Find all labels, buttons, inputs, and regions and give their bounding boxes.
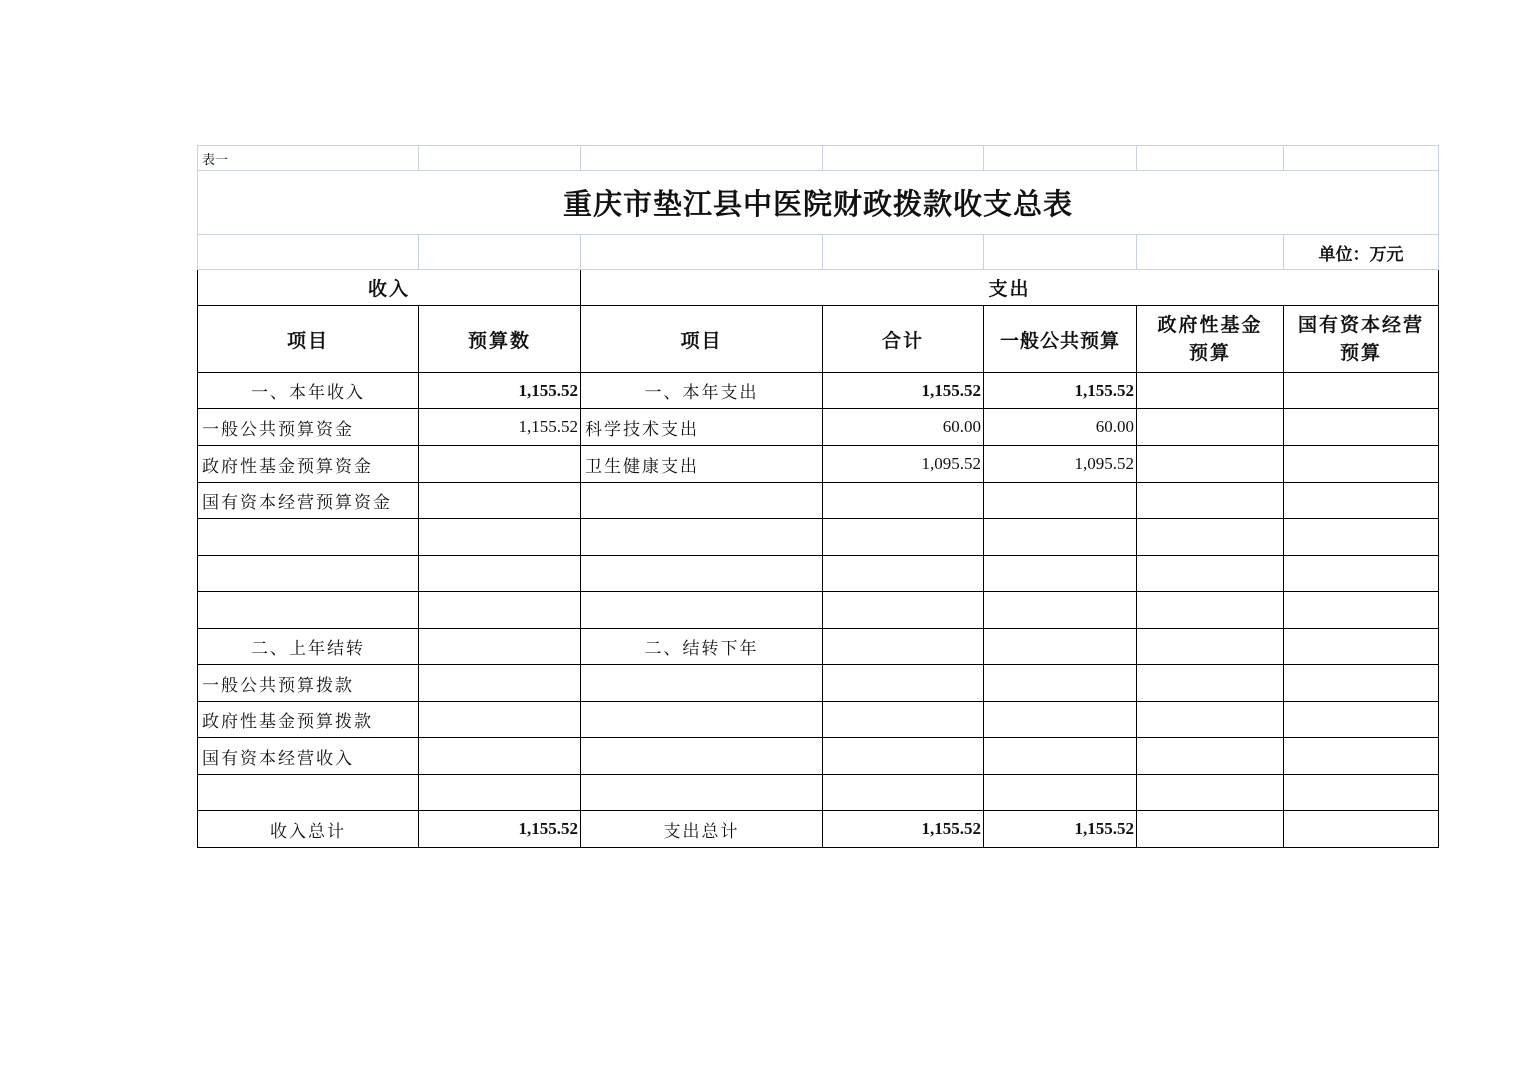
income-budget: [419, 702, 581, 738]
income-group-header: 收入: [198, 270, 581, 306]
expense-general: [984, 702, 1137, 738]
expense-state-capital: [1284, 483, 1439, 519]
income-budget: [419, 665, 581, 702]
expense-state-capital: [1284, 738, 1439, 775]
expense-item: [581, 738, 823, 775]
expense-gov-fund: [1137, 811, 1284, 848]
expense-state-capital: [1284, 629, 1439, 665]
expense-item: 二、结转下年: [581, 629, 823, 665]
expense-total: [823, 775, 984, 811]
unit-label: 单位：万元: [1284, 235, 1439, 270]
table-row: [198, 519, 1439, 556]
expense-general: [984, 556, 1137, 592]
income-budget: [419, 519, 581, 556]
income-budget: [419, 592, 581, 629]
expense-gov-fund: [1137, 738, 1284, 775]
table-tag: 表一: [198, 146, 419, 171]
table-row: [198, 775, 1439, 811]
income-item: [198, 556, 419, 592]
expense-total: [823, 519, 984, 556]
expense-general: [984, 519, 1137, 556]
expense-item: [581, 483, 823, 519]
expense-state-capital: [1284, 446, 1439, 483]
table-row: [198, 409, 1439, 446]
income-budget: 1,155.52: [419, 409, 581, 446]
expense-general: 60.00: [984, 409, 1137, 446]
expense-gov-fund: [1137, 519, 1284, 556]
expense-gov-fund: [1137, 665, 1284, 702]
income-item: 国有资本经营收入: [198, 738, 419, 775]
group-header-row: [198, 270, 1439, 306]
income-budget: 1,155.52: [419, 373, 581, 409]
expense-total-header: 合计: [823, 306, 984, 373]
income-budget: [419, 556, 581, 592]
expense-item: [581, 702, 823, 738]
table-row: [198, 592, 1439, 629]
income-total-value: 1,155.52: [419, 811, 581, 848]
expense-gov-fund: [1137, 775, 1284, 811]
expense-state-capital: [1284, 702, 1439, 738]
expense-gov-fund: [1137, 409, 1284, 446]
table-row: [198, 373, 1439, 409]
expense-general: [984, 775, 1137, 811]
table-row: [198, 446, 1439, 483]
expense-general-header: 一般公共预算: [984, 306, 1137, 373]
table-row: [198, 738, 1439, 775]
income-item: 一般公共预算资金: [198, 409, 419, 446]
expense-total: 1,095.52: [823, 446, 984, 483]
expense-gov-fund: [1137, 446, 1284, 483]
expense-item-header: 项目: [581, 306, 823, 373]
expense-general: 1,095.52: [984, 446, 1137, 483]
expense-item: [581, 556, 823, 592]
expense-general: [984, 592, 1137, 629]
expense-gov-fund: [1137, 702, 1284, 738]
tag-row: [198, 146, 1439, 171]
income-item: [198, 519, 419, 556]
expense-general: [984, 738, 1137, 775]
expense-gov-fund: [1137, 556, 1284, 592]
expense-general: 1,155.52: [984, 811, 1137, 848]
expense-state-capital: [1284, 519, 1439, 556]
expense-total: 1,155.52: [823, 811, 984, 848]
income-item: [198, 775, 419, 811]
table-row: [198, 483, 1439, 519]
table-row: [198, 629, 1439, 665]
expense-state-capital: [1284, 811, 1439, 848]
expense-state-capital: [1284, 775, 1439, 811]
expense-general: 1,155.52: [984, 373, 1137, 409]
expense-gov-fund: [1137, 373, 1284, 409]
expense-item: [581, 775, 823, 811]
table-row: [198, 556, 1439, 592]
expense-total: 60.00: [823, 409, 984, 446]
expense-item: 卫生健康支出: [581, 446, 823, 483]
expense-gov-fund: [1137, 592, 1284, 629]
expense-gov-fund: [1137, 483, 1284, 519]
page-title: 重庆市垫江县中医院财政拨款收支总表: [198, 171, 1439, 235]
income-budget-header: 预算数: [419, 306, 581, 373]
expense-item: 一、本年支出: [581, 373, 823, 409]
expense-state-capital: [1284, 373, 1439, 409]
expense-item: [581, 519, 823, 556]
expense-gov-fund-header: 政府性基金预算: [1137, 306, 1284, 373]
expense-state-capital-header: 国有资本经营预算: [1284, 306, 1439, 373]
column-header-row: [198, 306, 1439, 373]
income-budget: [419, 775, 581, 811]
total-row: [198, 811, 1439, 848]
expense-total: 1,155.52: [823, 373, 984, 409]
income-item: 政府性基金预算拨款: [198, 702, 419, 738]
expense-total: [823, 556, 984, 592]
expense-general: [984, 665, 1137, 702]
table-row: [198, 702, 1439, 738]
expense-total: [823, 702, 984, 738]
expense-group-header: 支出: [581, 270, 1439, 306]
expense-state-capital: [1284, 556, 1439, 592]
expense-state-capital: [1284, 665, 1439, 702]
income-budget: [419, 738, 581, 775]
expense-general: [984, 483, 1137, 519]
expense-total: [823, 629, 984, 665]
title-row: [198, 171, 1439, 235]
expense-total: [823, 665, 984, 702]
expense-general: [984, 629, 1137, 665]
income-item: 一、本年收入: [198, 373, 419, 409]
table-row: [198, 665, 1439, 702]
income-item: [198, 592, 419, 629]
expense-state-capital: [1284, 592, 1439, 629]
income-item: 国有资本经营预算资金: [198, 483, 419, 519]
budget-summary-table: [197, 145, 1439, 848]
income-item: 一般公共预算拨款: [198, 665, 419, 702]
expense-total-label: 支出总计: [581, 811, 823, 848]
expense-item: [581, 665, 823, 702]
income-budget: [419, 629, 581, 665]
income-total-label: 收入总计: [198, 811, 419, 848]
expense-total: [823, 738, 984, 775]
expense-item: [581, 592, 823, 629]
expense-total: [823, 483, 984, 519]
income-budget: [419, 483, 581, 519]
income-item-header: 项目: [198, 306, 419, 373]
income-budget: [419, 446, 581, 483]
unit-row: [198, 235, 1439, 270]
expense-gov-fund: [1137, 629, 1284, 665]
income-item: 二、上年结转: [198, 629, 419, 665]
expense-item: 科学技术支出: [581, 409, 823, 446]
expense-total: [823, 592, 984, 629]
income-item: 政府性基金预算资金: [198, 446, 419, 483]
expense-state-capital: [1284, 409, 1439, 446]
